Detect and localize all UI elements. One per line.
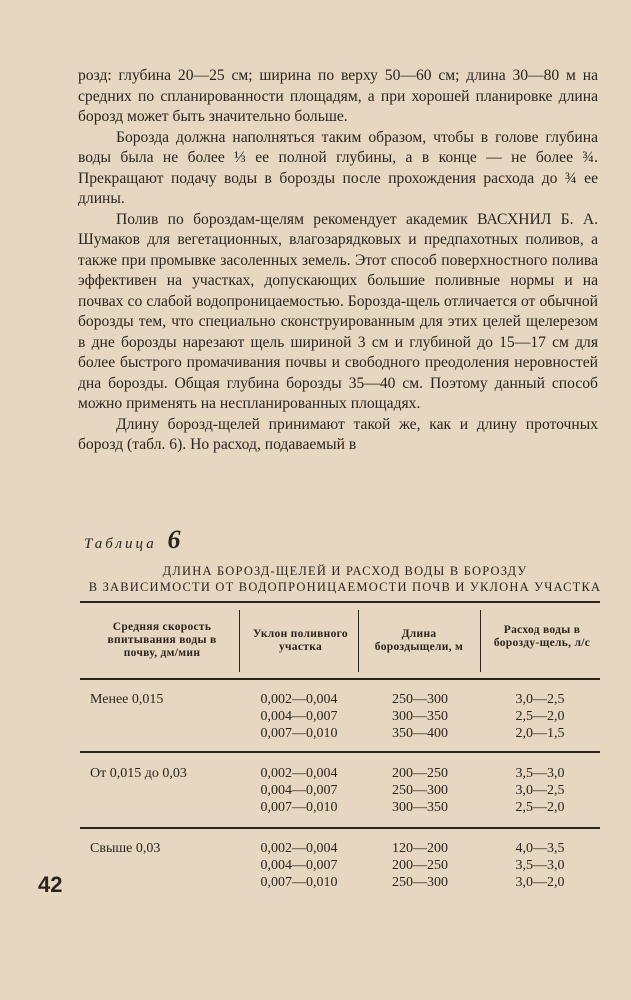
table-caption-word: Таблица bbox=[84, 536, 157, 552]
slope-cell: 0,007—0,010 bbox=[260, 800, 338, 815]
flow-cell: 3,5—3,0 bbox=[515, 858, 565, 873]
slope-cell: 0,004—0,007 bbox=[260, 709, 338, 724]
header-slope: Уклон поливного участка bbox=[253, 628, 348, 653]
flow-cell: 3,5—3,0 bbox=[515, 766, 565, 781]
length-cell: 200—250 bbox=[392, 858, 448, 873]
flow-cell: 3,0—2,5 bbox=[515, 692, 565, 707]
header-flow: Расход воды в борозду-щель, л/с bbox=[493, 624, 591, 649]
column-divider bbox=[480, 610, 481, 672]
table-title bbox=[80, 563, 610, 595]
length-cell: 200—250 bbox=[392, 766, 448, 781]
absorption-cell: Менее 0,015 bbox=[90, 692, 164, 707]
length-cell: 250—300 bbox=[392, 783, 448, 798]
flow-cell: 3,0—2,5 bbox=[515, 783, 565, 798]
table-caption bbox=[84, 525, 180, 555]
flow-cell: 4,0—3,5 bbox=[515, 841, 565, 856]
table-title-line-2: В ЗАВИСИМОСТИ ОТ ВОДОПРОНИЦАЕМОСТИ ПОЧВ И УКЛОНА УЧАСТКА bbox=[88, 580, 602, 594]
group-divider-rule bbox=[80, 751, 600, 753]
paragraph-3: Полив по бороздам-щелям рекомендует академик ВАСХНИЛ Б. А. Шумаков для вегетационных, влагозарядковых и предпахотных поливов, а также при промывке засоленных земель. Этот способ поверхностного полива эффективен на участках, допускающих большие поливные нормы и на почвах со слабой водопроницаемостью. Борозда-щель отличается от обычной борозды тем, что специально сконструированным для этих целей щелерезом в дне борозды нарезают щель шириной 3 см и глубиной до 15—17 см для более быстрого промачивания почвы и свободного преодоления неровностей дна борозды. Общая глубина борозды 35—40 см. Поэтому данный способ можно применять на неспланированных площадях. bbox=[78, 210, 598, 412]
length-cell: 250—300 bbox=[392, 875, 448, 890]
header-length: Длина бороздыщели, м bbox=[374, 628, 464, 653]
length-cell: 300—350 bbox=[392, 800, 448, 815]
paragraph-2: Борозда должна наполняться таким образом, чтобы в голове глубина воды была не более ⅓ ее полной глубины, а в конце — не более ¾. Прекращают подачу воды в борозды после прохождения расхода до ¾ ее длины. bbox=[78, 128, 598, 207]
slope-cell: 0,007—0,010 bbox=[260, 726, 338, 741]
page-number: 42 bbox=[38, 872, 63, 897]
flow-cell: 2,0—1,5 bbox=[515, 726, 565, 741]
slope-cell: 0,002—0,004 bbox=[260, 841, 338, 856]
table-header-rule bbox=[80, 678, 600, 680]
group-divider-rule bbox=[80, 827, 600, 829]
slope-cell: 0,004—0,007 bbox=[260, 783, 338, 798]
paragraph-1: розд: глубина 20—25 см; ширина по верху 50—60 см; длина 30—80 м на средних по спланированности площадям, а при хорошей планировке длина борозд может быть значительно больше. bbox=[78, 67, 598, 125]
slope-cell: 0,007—0,010 bbox=[260, 875, 338, 890]
length-cell: 250—300 bbox=[392, 692, 448, 707]
slope-cell: 0,004—0,007 bbox=[260, 858, 338, 873]
table-title-line-1: ДЛИНА БОРОЗД-ЩЕЛЕЙ И РАСХОД ВОДЫ В БОРОЗДУ bbox=[162, 564, 528, 578]
column-divider bbox=[239, 610, 240, 672]
flow-cell: 2,5—2,0 bbox=[515, 709, 565, 724]
column-divider bbox=[358, 610, 359, 672]
table-caption-number: 6 bbox=[167, 525, 181, 554]
table-top-rule bbox=[80, 601, 600, 603]
slope-cell: 0,002—0,004 bbox=[260, 766, 338, 781]
length-cell: 120—200 bbox=[392, 841, 448, 856]
length-cell: 350—400 bbox=[392, 726, 448, 741]
flow-cell: 3,0—2,0 bbox=[515, 875, 565, 890]
slope-cell: 0,002—0,004 bbox=[260, 692, 338, 707]
absorption-cell: От 0,015 до 0,03 bbox=[90, 766, 187, 781]
paragraph-4: Длину борозд-щелей принимают такой же, как и длину проточных борозд (табл. 6). Но расход, подаваемый в bbox=[78, 415, 598, 453]
body-text bbox=[78, 66, 598, 456]
header-absorption: Средняя скорость впитывания воды в почву, дм/мин bbox=[107, 621, 217, 659]
flow-cell: 2,5—2,0 bbox=[515, 800, 565, 815]
length-cell: 300—350 bbox=[392, 709, 448, 724]
absorption-cell: Свыше 0,03 bbox=[90, 841, 161, 856]
